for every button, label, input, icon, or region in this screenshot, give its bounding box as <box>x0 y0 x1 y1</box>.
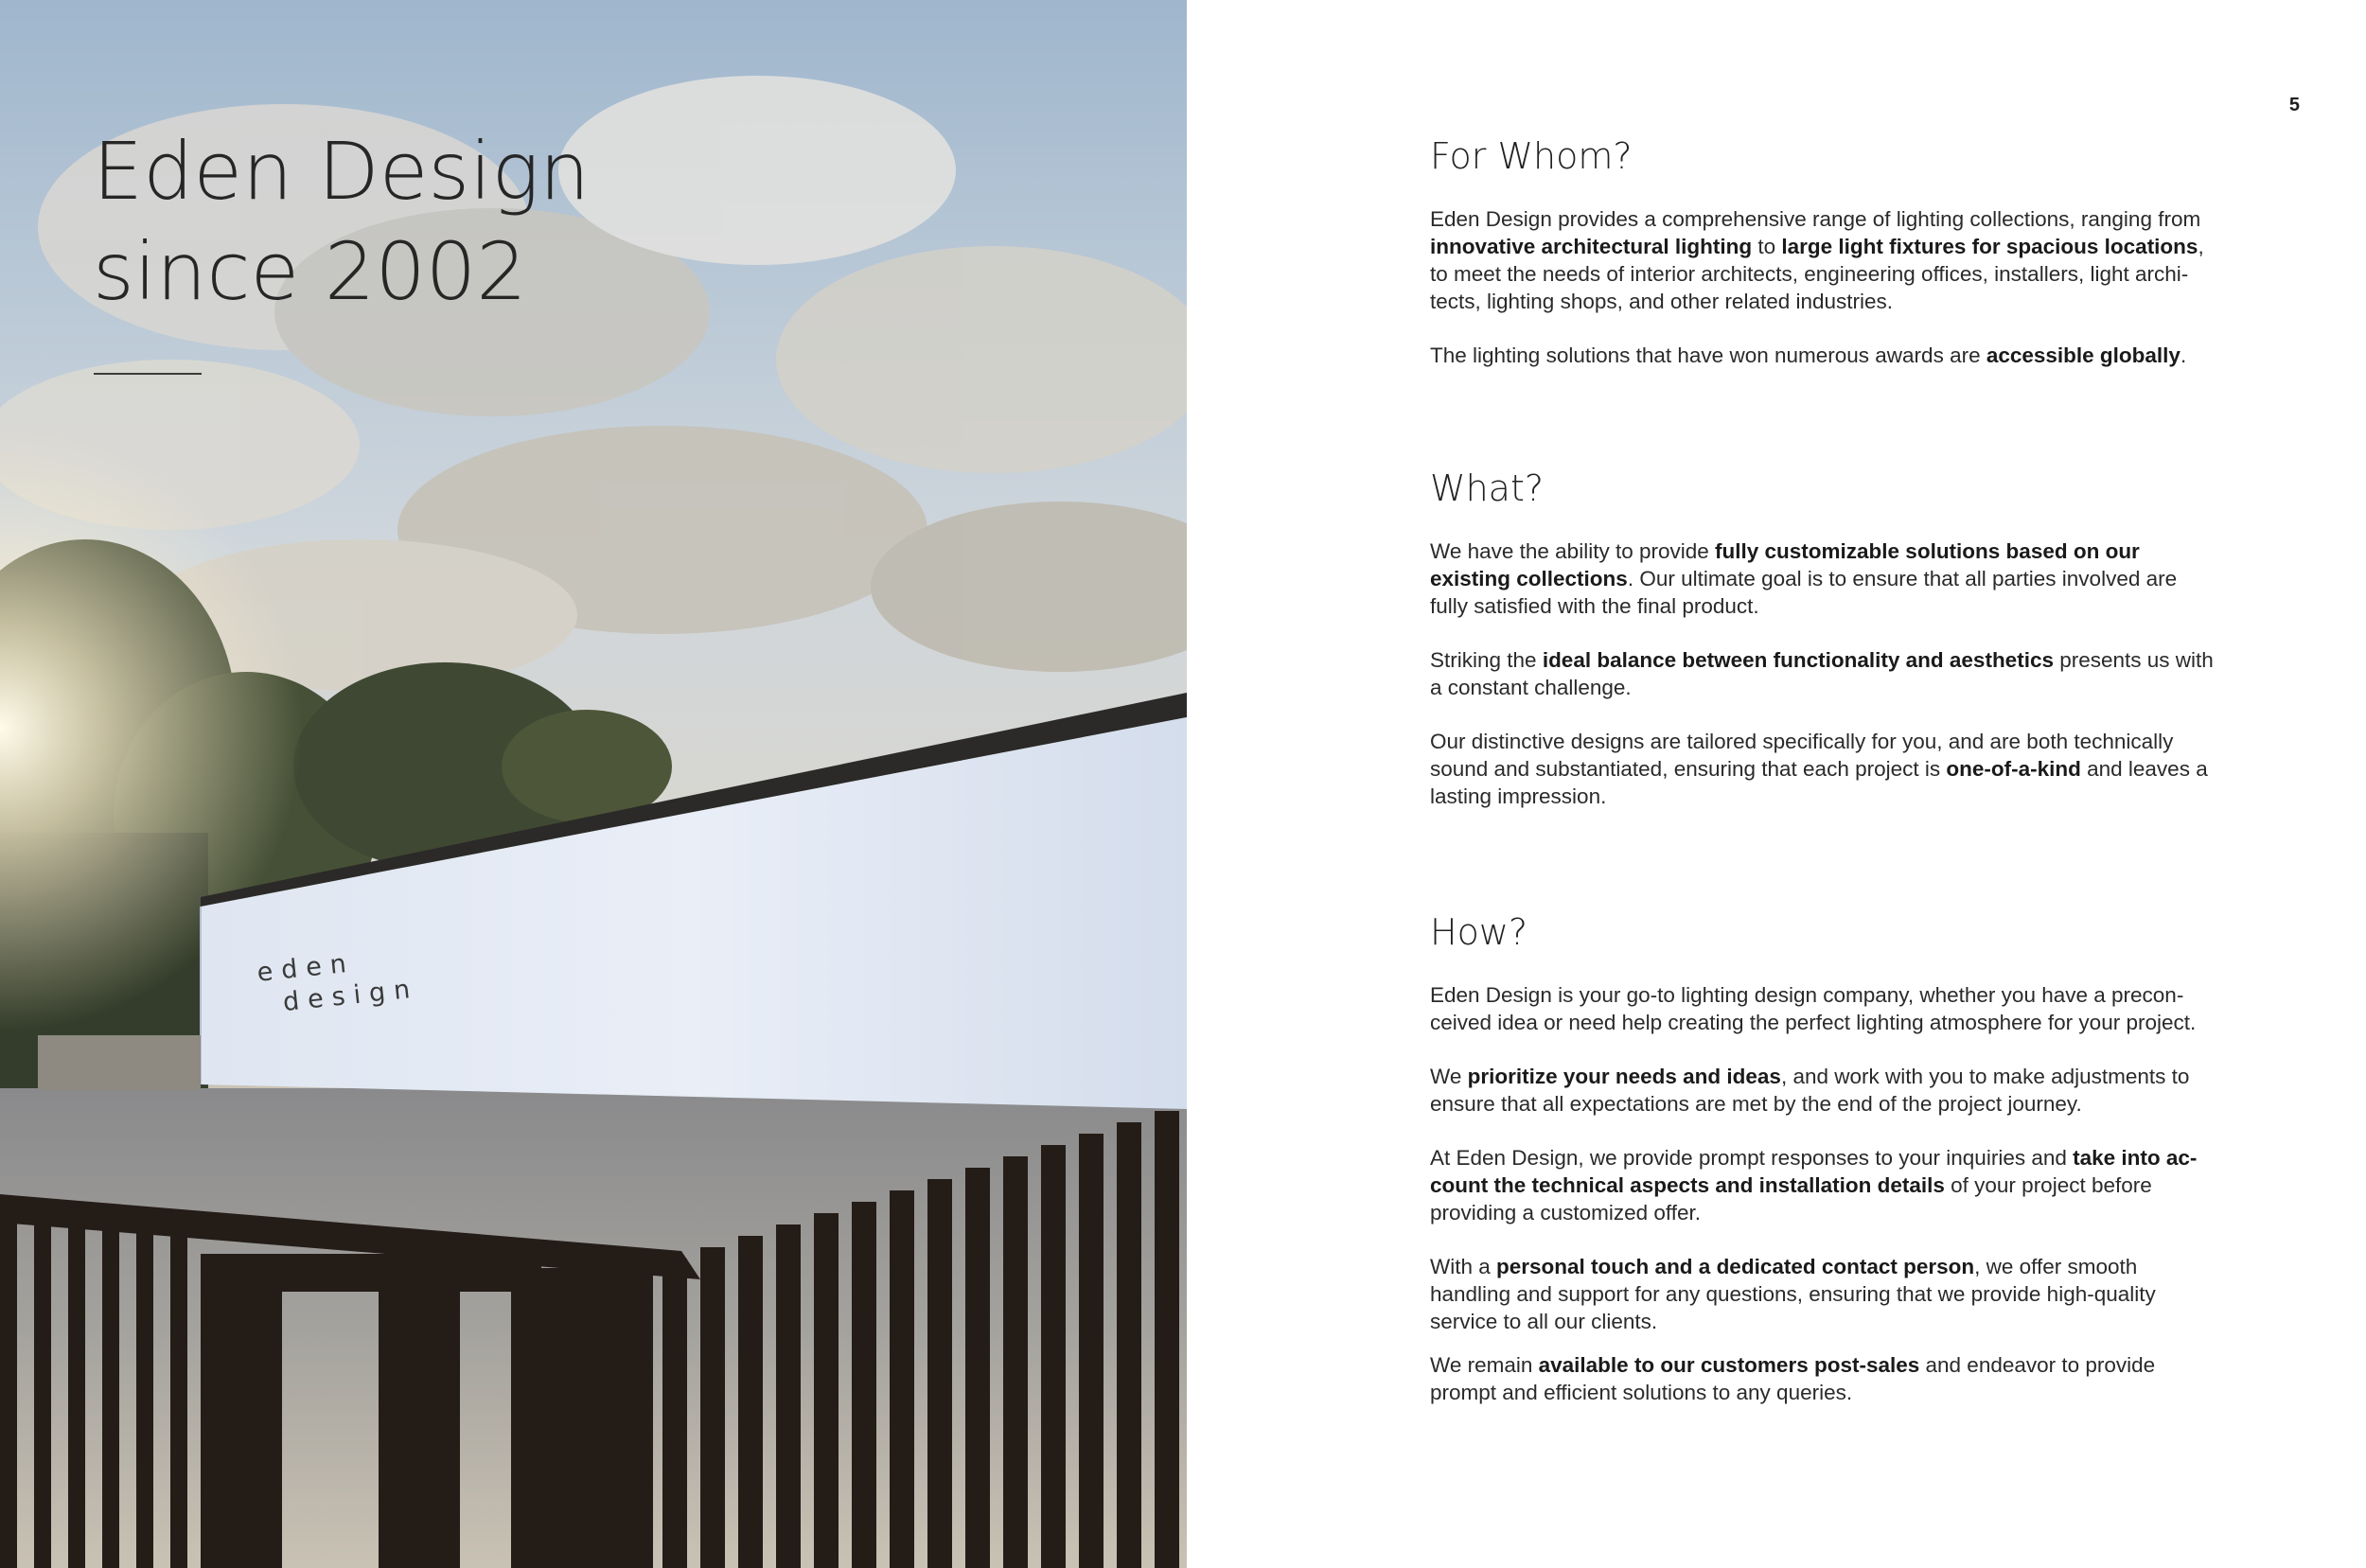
hero-title <box>93 121 590 322</box>
section-for-whom <box>1430 133 2216 396</box>
section-how <box>1430 909 2216 1433</box>
section-heading: What? <box>1430 467 1545 509</box>
paragraph: We remain available to our customers post-sales and endeavor to provide prompt and efficient solutions to any queries. <box>1430 1353 2156 1404</box>
paragraph: We have the ability to provide fully customizable solutions based on our existing collections. Our ultimate goal is to ensure that all parties involved are fully satisfied with the final product. <box>1430 539 2178 618</box>
paragraph: Striking the ideal balance between functionality and aesthetics presents us with a constant challenge. <box>1430 648 2214 699</box>
section-what <box>1430 466 2216 837</box>
hero-title-line2: since 2002 <box>93 225 527 318</box>
section-heading: How? <box>1430 911 1528 953</box>
hero-title-line1: Eden Design <box>93 125 591 218</box>
paragraph: The lighting solutions that have won numerous awards are accessible globally. <box>1430 344 2187 367</box>
section-heading: For Whom? <box>1430 135 1633 177</box>
paragraph: Eden Design provides a comprehensive range of lighting collections, ranging from innovative architectural lighting to large light fixtures for spacious locations, to meet the needs of interior architects, engineering offices, installers, light architects, lighting shops, and other related industries. <box>1430 207 2204 313</box>
paragraph: At Eden Design, we provide prompt responses to your inquiries and take into account the technical aspects and installation details of your project before providing a customized offer. <box>1430 1146 2198 1224</box>
hero-divider <box>94 373 202 375</box>
wall-logo-line2: design <box>281 974 420 1018</box>
paragraph: Eden Design is your go-to lighting design company, whether you have a preconceived idea or need help creating the perfect lighting atmosphere for your project. <box>1430 983 2197 1034</box>
paragraph: With a personal touch and a dedicated contact person, we offer smooth handling and support for any questions, ensuring that we provide high-quality service to all our clients. <box>1430 1255 2156 1333</box>
page-number: 5 <box>2288 95 2300 115</box>
paragraph: We prioritize your needs and ideas, and work with you to make adjustments to ensure that all expectations are met by the end of the project journey. <box>1430 1065 2190 1116</box>
wall-logo-line1: eden <box>256 948 357 988</box>
paragraph: Our distinctive designs are tailored specifically for you, and are both technically sound and substantiated, ensuring that each project is one-of-a-kind and leaves a lasting impression. <box>1430 730 2208 808</box>
